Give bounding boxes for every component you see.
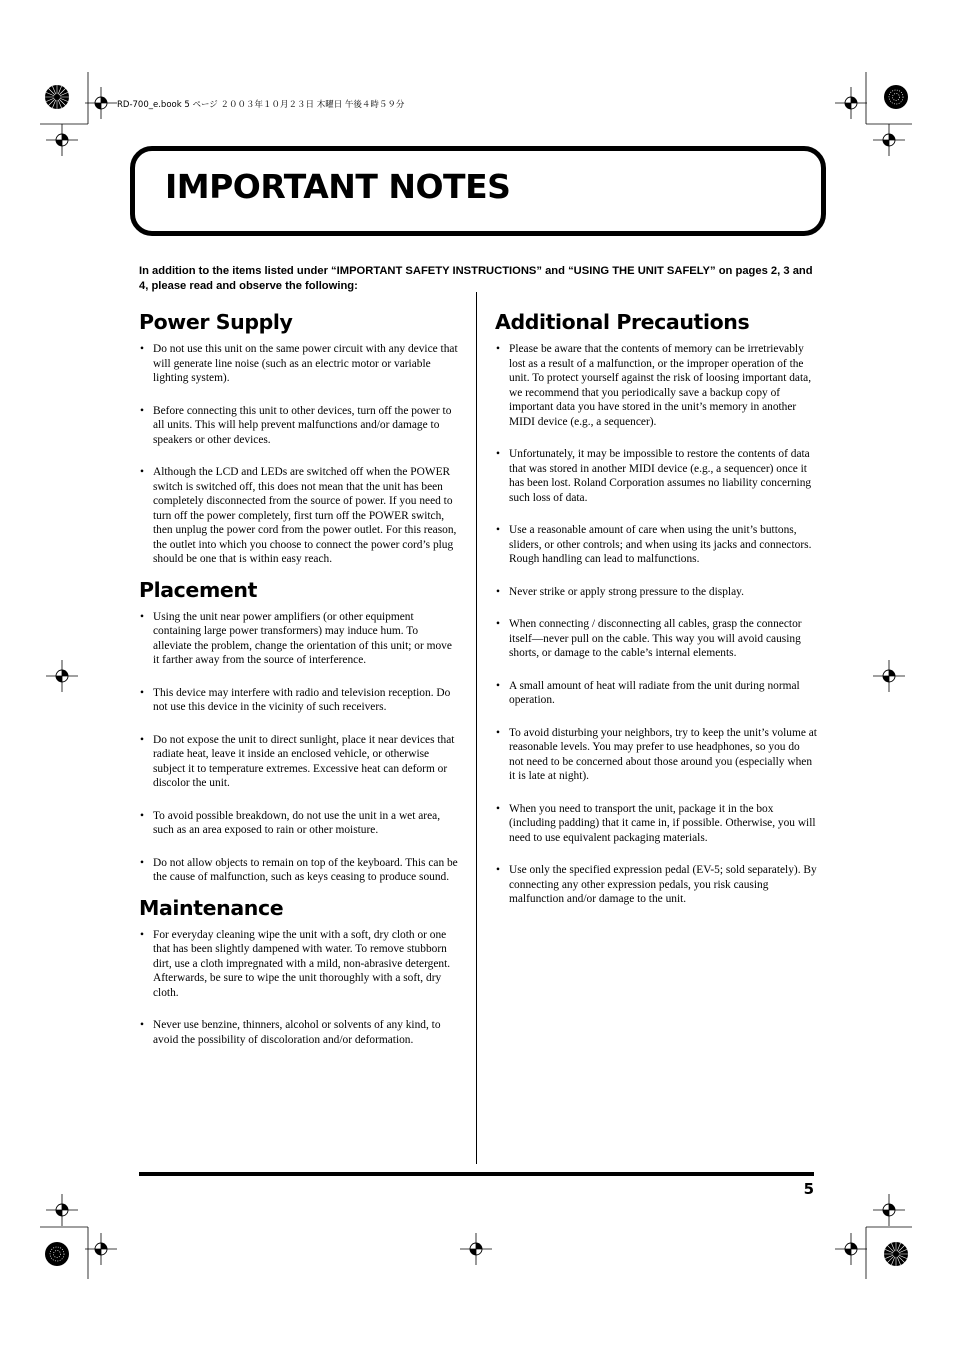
intro-paragraph: In addition to the items listed under “IMPORTANT SAFETY INSTRUCTIONS” and “USING THE UNIT SAFELY” on pages 2, 3 and 4, please read and observe the following:: [139, 265, 813, 292]
list-item: • Although the LCD and LEDs are switched off when the POWER switch is switched off, this does not mean that the unit has been completely disconnected from the source of power. If you need to turn off the power completely, first turn off the POWER switch, then unplug the power cord from the power outlet. For this reason, the outlet into which you choose to connect the power cord’s plug should be one that is within easy reach.: [139, 465, 459, 567]
list-item: • Never use benzine, thinners, alcohol or solvents of any kind, to avoid the possibility of discoloration and/or deformation.: [139, 1018, 459, 1047]
placement-list: [139, 610, 459, 885]
list-item: • Unfortunately, it may be impossible to restore the contents of data that was stored in another MIDI device (e.g., a sequencer) once it has been lost. Roland Corporation assumes no liability concerning such loss of data.: [495, 447, 817, 505]
list-item: • Never strike or apply strong pressure to the display.: [495, 585, 817, 600]
section-heading-power-supply: Power Supply: [139, 310, 293, 334]
list-item: • For everyday cleaning wipe the unit with a soft, dry cloth or one that has been slightly dampened with water. To remove stubborn dirt, use a cloth impregnated with a mild, non-abrasive detergent. Afterwards, be sure to wipe the unit thoroughly with a soft, dry cloth.: [139, 928, 459, 1001]
list-item: • Do not use this unit on the same power circuit with any device that will generate line noise (such as an electric motor or variable lighting system).: [139, 342, 459, 386]
list-item: • A small amount of heat will radiate from the unit during normal operation.: [495, 679, 817, 708]
section-heading-additional-precautions: Additional Precautions: [495, 310, 750, 334]
list-item: • Use only the specified expression pedal (EV-5; sold separately). By connecting any other expression pedals, you risk causing malfunction and/or damage to the unit.: [495, 863, 817, 907]
print-header-line: RD-700_e.book 5 ページ ２００３年１０月２３日 木曜日 午後４時５９分: [117, 100, 405, 110]
list-item: • Please be aware that the contents of memory can be irretrievably lost as a result of a malfunction, or the improper operation of the unit. To protect yourself against the risk of loosing important data, we recommend that you periodically save a backup copy of important data you have stored in the unit’s memory in another MIDI device (e.g., a sequencer).: [495, 342, 817, 429]
column-divider: [476, 292, 477, 1164]
list-item: • When you need to transport the unit, package it in the box (including padding) that it came in, if possible. Otherwise, you will need to use equivalent packaging materials.: [495, 802, 817, 846]
list-item: • When connecting / disconnecting all cables, grasp the connector itself—never pull on the cable. This way you will avoid causing shorts, or damage to the cable’s internal elements.: [495, 617, 817, 661]
list-item: • Using the unit near power amplifiers (or other equipment containing large power transformers) may induce hum. To alleviate the problem, change the orientation of this unit; or move it farther away from the source of interference.: [139, 610, 459, 668]
left-column: [139, 308, 459, 1047]
right-column: [495, 308, 817, 907]
power-supply-list: [139, 342, 459, 567]
list-item: • Do not expose the unit to direct sunlight, place it near devices that radiate heat, leave it inside an enclosed vehicle, or otherwise subject it to temperature extremes. Excessive heat can deform or discolor the unit.: [139, 733, 459, 791]
maintenance-list: [139, 928, 459, 1048]
section-heading-maintenance: Maintenance: [139, 895, 284, 920]
page-number: 5: [803, 1180, 814, 1198]
list-item: • To avoid possible breakdown, do not use the unit in a wet area, such as an area exposed to rain or other moisture.: [139, 809, 459, 838]
list-item: • Use a reasonable amount of care when using the unit’s buttons, sliders, or other controls; and when using its jacks and connectors. Rough handling can lead to malfunctions.: [495, 523, 817, 567]
list-item: • This device may interfere with radio and television reception. Do not use this device in the vicinity of such receivers.: [139, 686, 459, 715]
list-item: • Before connecting this unit to other devices, turn off the power to all units. This will help prevent malfunctions and/or damage to speakers or other devices.: [139, 404, 459, 448]
list-item: • Do not allow objects to remain on top of the keyboard. This can be the cause of malfunction, such as keys ceasing to produce sound.: [139, 856, 459, 885]
section-heading-placement: Placement: [139, 577, 257, 602]
title-frame: [130, 146, 826, 236]
footer-rule: [139, 1172, 814, 1176]
page-title: IMPORTANT NOTES: [165, 167, 511, 206]
additional-precautions-list: [495, 342, 817, 907]
list-item: • To avoid disturbing your neighbors, try to keep the unit’s volume at reasonable levels. You may prefer to use headphones, so you do not need to be concerned about those around you (especially when it is late at night).: [495, 726, 817, 784]
